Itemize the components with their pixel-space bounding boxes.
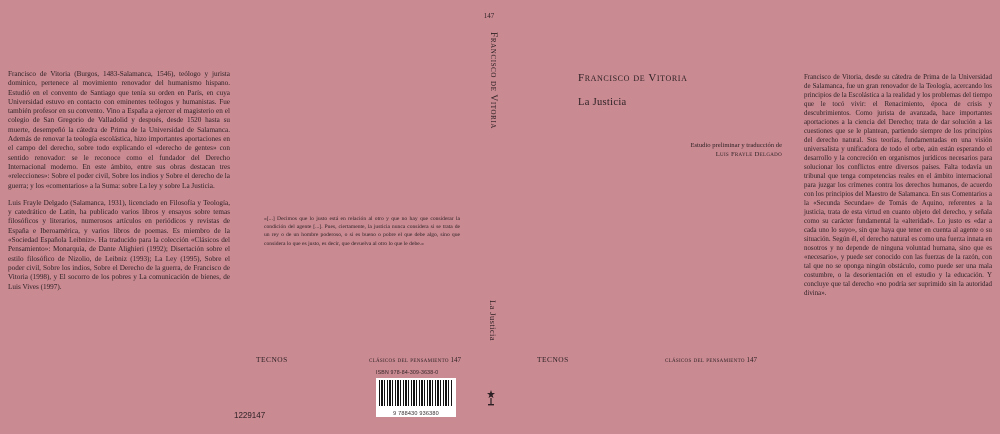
front-edition-info — [612, 141, 782, 159]
front-collection-line — [665, 356, 757, 364]
isbn-text: ISBN 978-84-309-3638-0 — [376, 370, 439, 376]
publisher-emblem-icon — [484, 390, 498, 410]
edition-line: Estudio preliminar y traducción de — [690, 142, 782, 149]
right-flap-text: Francisco de Vitoria, desde su cátedra de Prima de la Universidad de Salamanca, fue un gran renovador de la Teología, acercando los principios de la Escolástica a la realidad y los problemas del tiempo que le tocó vivir: el Renacimiento, época de crisis y descubrimientos. Como jurista de avanzada, hace importantes aportaciones a la ciencia del Derecho; trata de dar solución a las cuestiones que se le plantean, partiendo siempre de los principios del derecho natural. Sus teorías, fundamentadas en una visión universalista y unificadora de todo el orbe, aún están esperando el desarrollo y la concreción en organismos jurídicos necesarios para solucionar los conflictos entre diversos países. Falta todavía un tribunal que tenga competencias reales en el ámbito internacional para juzgar los crímenes contra los derechos humanos, de acuerdo con los principios del Maestro de Salamanca. En sus Comentarios a la «Secunda Secundae» de Tomás de Aquino, referentes a la justicia, trata de esta virtud en cuanto objeto del derecho, y señala como su carácter fundamental la «alteridad». Lo justo es «dar a cada uno lo suyo», sin que haya que tener en cuenta al agente o su situación. Según él, el derecho natural es como una fuerza innata en nosotros y no depende de ninguna voluntad humana, sino que es «necesario», y puede ser conocido con las fuerzas de la razón, con tal que no se oponga ningún obstáculo, como puede ser una mala costumbre, o la desorientación en el estudio y la educación. Y concluye que tal derecho «no podría ser suprimido sin la autoridad divina». — [804, 74, 992, 297]
front-cover-footer — [537, 355, 757, 364]
barcode-block — [376, 370, 456, 417]
vitoria-biography: Francisco de Vitoria (Burgos, 1483-Salamanca, 1546), teólogo y jurista dominico, pertenece al movimiento renovador del humanismo hispano. Estudió en el convento de Santiago que tenía su orden en París, en cuya Universidad estuvo en contacto con eminentes teólogos y humanistas. Fue también profesor en su convento. Vino a España a ejercer el magisterio en el colegio de San Gregorio de Valladolid y después, desde 1520 hasta su muerte, desempeñó la cátedra de Prima de la Universidad de Salamanca. Además de renovar la teología escolástica, hizo importantes aportaciones en el campo del derecho, sobre todo explicando el «derecho de gentes» con sentido renovador: se le reconoce como el fundador del Derecho Internacional moderno. En este ámbito, entre sus obras destacan tres «relecciones»: Sobre el poder civil, Sobre los indios y Sobre el derecho de la guerra; y los «comentarios» a la Suma: sobre La ley y sobre La Justicia. — [8, 70, 230, 190]
translator-biography: Luis Frayle Delgado (Salamanca, 1931), licenciado en Filosofía y Teología, y catedrático de Latín, ha publicado varios libros y ensayos sobre temas filosóficos y literarios, numerosos artículos en periódicos y revistas de España e Iberoamérica, y varios libros de poemas. Es miembro de la «Sociedad Española Leibniz». Ha traducido para la colección «Clásicos del Pensamiento»: Monarquía, de Dante Alighieri (1992); Disertación sobre el estilo filosófico de Nizolio, de Leibniz (1993); La Ley (1995), Sobre el poder civil, Sobre los indios, Sobre el Derecho de la guerra, de Francisco de Vitoria (1998), y El socorro de los pobres y La comunicación de bienes, de Luis Vives (1997). — [8, 198, 230, 291]
back-collection-line — [369, 356, 461, 364]
left-flap — [8, 70, 230, 300]
back-publisher: TECNOS — [256, 355, 288, 364]
back-collection-number: 147 — [450, 356, 461, 364]
front-author: Francisco de Vitoria — [578, 72, 688, 84]
front-collection-number: 147 — [746, 356, 757, 364]
front-collection-name: clásicos del pensamiento — [664, 356, 745, 364]
back-collection-name: clásicos del pensamiento — [368, 356, 449, 364]
front-title: La Justicia — [578, 97, 627, 108]
stock-number: 1229147 — [234, 411, 266, 420]
back-cover-quote: «[...] Decimos que lo justo está en relación al otro y que no hay que considerar la condición del agente [...]. Pues, ciertamente, la justicia nunca considera si se trata de un rey o de un hombre poderoso, o si es bueno o pobre el que debe algo, sino que considera lo que es justo, es decir, que devuelva al otro lo que le debe.» — [264, 216, 460, 247]
spine-author: Francisco de Vitoria — [488, 32, 498, 130]
translator-name: Luis Frayle Delgado — [715, 151, 782, 158]
right-flap — [804, 73, 992, 298]
barcode-number: 9 788430 936380 — [376, 411, 456, 417]
barcode-image — [376, 378, 456, 412]
back-cover-footer — [256, 355, 461, 364]
spine-number: 147 — [483, 12, 495, 20]
front-publisher: TECNOS — [537, 355, 569, 364]
spine-title: La Justicia — [488, 300, 498, 341]
